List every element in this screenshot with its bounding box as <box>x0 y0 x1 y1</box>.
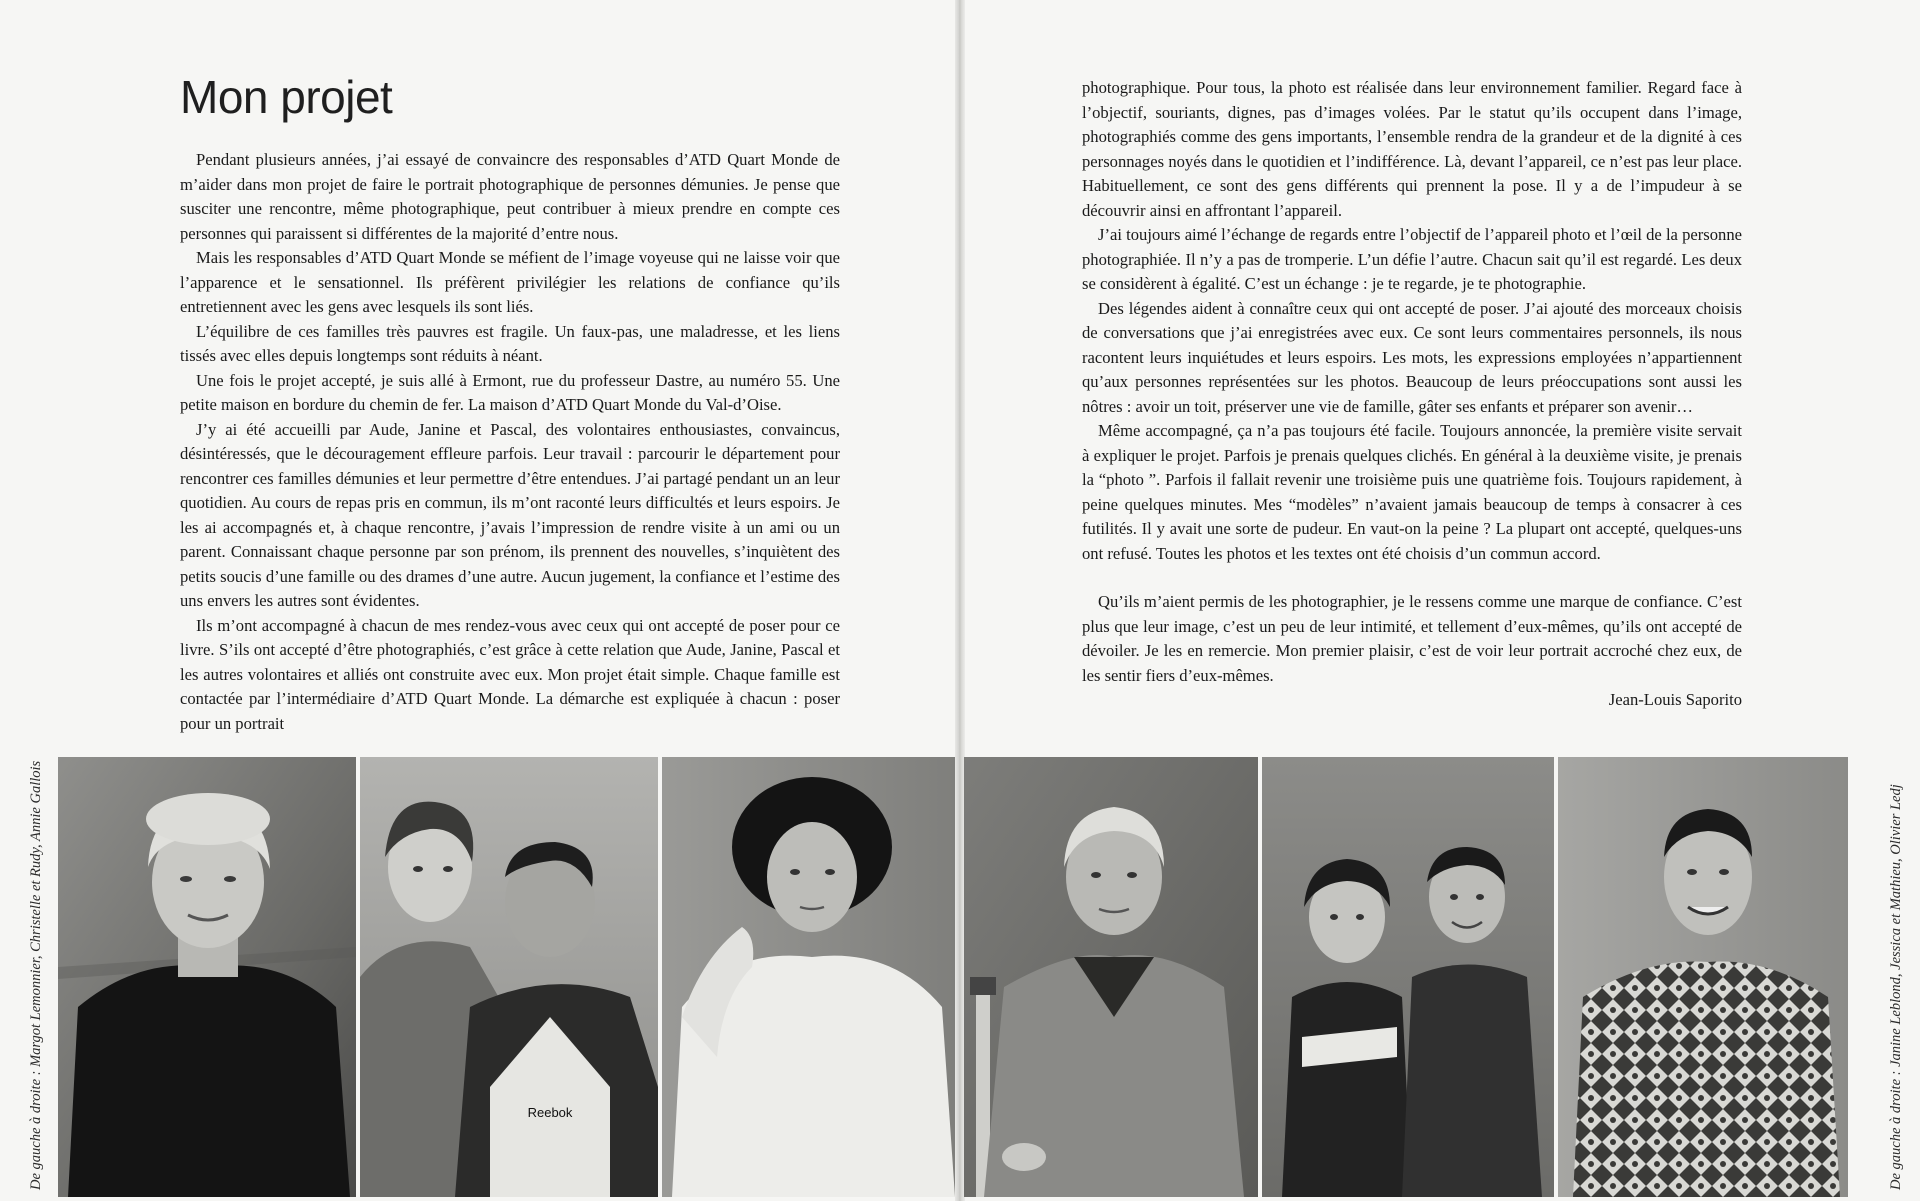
paragraph: L’équilibre de ces familles très pauvres est fragile. Un faux-pas, une maladresse, et les liens tissés avec elles depuis longtemps sont réduits à néant. <box>180 321 840 365</box>
right-text-column <box>1082 76 1742 713</box>
paragraph: Même accompagné, ça n’a pas toujours été facile. Toujours annoncée, la première visite servait à expliquer le projet. Parfois je prenais quelques clichés. En général à la deuxième visite, je prenais la “photo ”. Parfois il fallait revenir une troisième puis une quatrième fois. Toujours rapidement, à peine quelques minutes. Mes “modèles” n’avaient jamais beaucoup de temps à consacrer à ces futilités. Il y avait une sorte de pudeur. En vaut-on la peine ? La plupart ont accepté, quelques-uns ont refusé. Toutes les photos et les textes ont été choisis d’un commun accord. <box>1082 421 1742 563</box>
right-photo-caption: De gauche à droite : Janine Leblond, Jessica et Mathieu, Olivier Ledj <box>1888 784 1904 1190</box>
continued-paragraph: photographique. Pour tous, la photo est réalisée dans leur environnement familier. Regard face à l’objectif, souriants, dignes, pas d’images volées. Par le statut qu’ils occupent dans l’image, photographiés comme des gens importants, l’ensemble rendra de la grandeur et de la dignité à ces personnages noyés dans le quotidien et l’indifférence. Là, devant l’appareil, ce n’est pas leur place. Habituellement, ce sont des gens différents qui prennent la pose. Il y a de l’impudeur à se découvrir ainsi en affrontant l’appareil. <box>1082 78 1742 220</box>
portrait-photo-couple <box>360 757 658 1197</box>
left-photo-caption: De gauche à droite : Margot Lemonnier, Christelle et Rudy, Annie Gallois <box>28 760 44 1190</box>
page-title: Mon projet <box>180 71 393 123</box>
closing-paragraph: Qu’ils m’aient permis de les photographier, je le ressens comme une marque de confiance. C’est plus que leur image, c’est un peu de leur intimité, et tellement d’eux-mêmes, qu’ils ont accepté de dévoiler. Je les en remercie. Mon premier plaisir, c’est de voir leur portrait accroché chez eux, de les sentir fiers d’eux-mêmes. <box>1082 592 1742 685</box>
paragraph: Ils m’ont accompagné à chacun de mes rendez-vous avec ceux qui ont accepté de poser pour ce livre. S’ils ont accepté d’être photographiés, c’est grâce à cette relation que Aude, Janine, Pascal et les autres volontaires et alliés ont construite avec eux. Mon projet était simple. Chaque famille est contactée par l’intermédiaire d’ATD Quart Monde. La démarche est expliquée à chacun : poser pour un portrait <box>180 615 840 733</box>
portrait-photo-woman-white-sweater <box>662 757 955 1197</box>
paragraph: J’ai toujours aimé l’échange de regards entre l’objectif de l’appareil photo et l’œil de la personne photographiée. Il n’y a pas de tromperie. L’un défie l’autre. Chacun sait qu’il est regardé. Les deux se considèrent à égalité. C’est un échange : je te regarde, je te photographie. <box>1082 225 1742 293</box>
portrait-photo-elderly-woman <box>964 757 1258 1197</box>
jacket-logo-text: Reebok <box>527 1105 573 1120</box>
author-signature: Jean-Louis Saporito <box>1608 690 1742 709</box>
paragraph: J’y ai été accueilli par Aude, Janine et Pascal, des volontaires enthousiastes, convaincus, désintéressés, que le découragement effleure parfois. Leur travail : parcourir le département pour rencontrer ces familles démunies et leur permettre d’être entendues. J’ai partagé pendant un an leur quotidien. Au cours de repas pris en commun, ils m’ont raconté leurs difficultés et leurs espoirs. Je les ai accompagnés et, à chaque rencontre, j’avais l’impression de rendre visite à un ami ou un parent. Connaissant chaque personne par son prénom, ils prennent des nouvelles, s’inquiètent des petits soucis d’une famille ou des drames d’une autre. Aucun jugement, la confiance et l’estime des uns envers les autres sont évidentes. <box>180 419 840 610</box>
right-photo-strip <box>964 757 1848 1197</box>
portrait-photo-young-man-patterned-sweater <box>1558 757 1848 1197</box>
paragraph: Des légendes aident à connaître ceux qui ont accepté de poser. J’ai ajouté des morceaux choisis de conversations que j’ai enregistrées avec eux. Ce sont leurs commentaires personnels, ils nous racontent leurs inquiétudes et leurs espoirs. Les mots, les expressions employées n’appartiennent qu’aux personnes représentées sur les photos. Beaucoup de leurs préoccupations sont aussi les nôtres : avoir un toit, préserver une vie de famille, gâter ses enfants et préparer son avenir… <box>1082 298 1742 416</box>
paragraph: Mais les responsables d’ATD Quart Monde se méfient de l’image voyeuse qui ne laisse voir que l’apparence et le sensationnel. Ils préfèrent privilégier les relations de confiance qu’ils entretiennent avec les gens avec lesquels ils sont liés. <box>180 248 840 316</box>
left-text-column <box>180 148 840 736</box>
portrait-photo-woman-dark-sweater <box>58 757 356 1197</box>
left-photo-strip <box>58 757 955 1197</box>
portrait-photo-two-children <box>1262 757 1554 1197</box>
paragraph: Pendant plusieurs années, j’ai essayé de convaincre des responsables d’ATD Quart Monde de m’aider dans mon projet de faire le portrait photographique de personnes démunies. Je pense que susciter une rencontre, même photographique, peut contribuer à mieux prendre en compte ces personnes qui paraissent si différentes de la majorité d’entre nous. <box>180 150 840 243</box>
paragraph: Une fois le projet accepté, je suis allé à Ermont, rue du professeur Dastre, au numéro 55. Une petite maison en bordure du chemin de fer. La maison d’ATD Quart Monde du Val-d’Oise. <box>180 370 840 414</box>
